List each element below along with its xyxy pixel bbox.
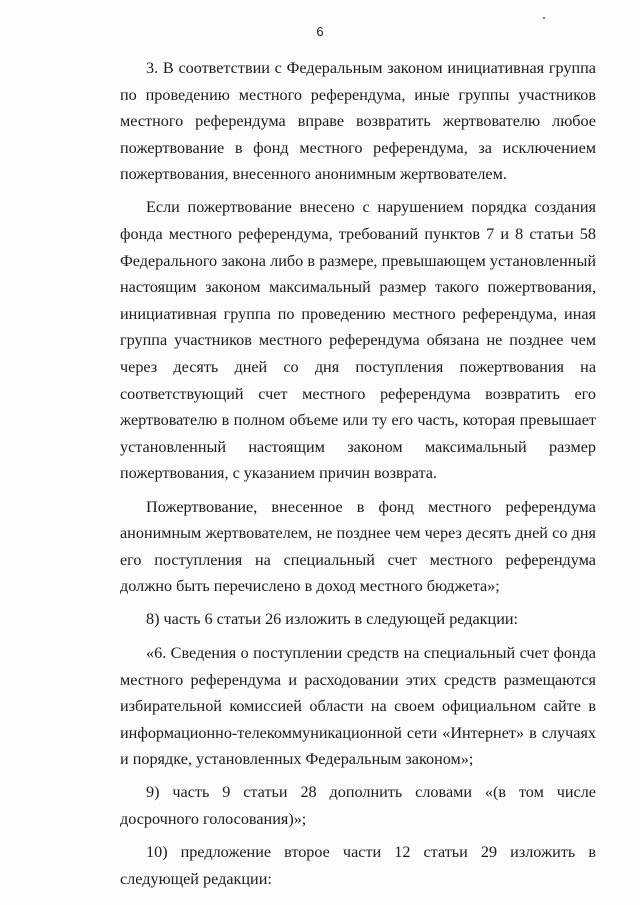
paragraph-5: «6. Сведения о поступлении средств на специальный счет фонда местного референдума и расходовании этих средств размещаются избирательной комиссией области на своем официальном сайте в информационно-телекоммуникационной сети «Интернет» в случаях и порядке, установленных Федеральным законом»;: [120, 643, 596, 769]
page-number: 6: [316, 24, 324, 39]
document-body: [120, 55, 596, 899]
paragraph-6: 9) часть 9 статьи 28 дополнить словами «(в том числе досрочного голосования)»;: [120, 783, 596, 829]
paragraph-7: 10) предложение второе части 12 статьи 29 изложить в следующей редакции:: [120, 843, 596, 888]
paragraph-4: 8) часть 6 статьи 26 изложить в следующей редакции:: [146, 610, 519, 629]
paragraph-3: Пожертвование, внесенное в фонд местного референдума анонимным жертвователем, не позднее чем через десять дней со дня его поступления на специальный счет местного референдума должно быть перечислено в доход местного бюджета»;: [120, 497, 596, 596]
paragraph-2: Если пожертвование внесено с нарушением порядка создания фонда местного референдума, требований пунктов 7 и 8 статьи 58 Федерального закона либо в размере, превышающем установленный настоящим законом максимальный размер такого пожертвования, инициативная группа по проведению местного референдума, иная группа участников местного референдума обязана не позднее чем через десять дней со дня поступления пожертвования на соответствующий счет местного референдума возвратить его жертвователю в полном объеме или ту его часть, которая превышает установленный настоящим законом максимальный размер пожертвования, с указанием причин возврата.: [120, 198, 596, 483]
paragraph-1: 3. В соответствии с Федеральным законом инициативная группа по проведению местного референдума, иные группы участников местного референдума вправе возвратить жертвователю любое пожертвование в фонд местного референдума, за исключением пожертвования, внесенного анонимным жертвователем.: [120, 59, 596, 184]
scan-speck: [543, 17, 545, 19]
